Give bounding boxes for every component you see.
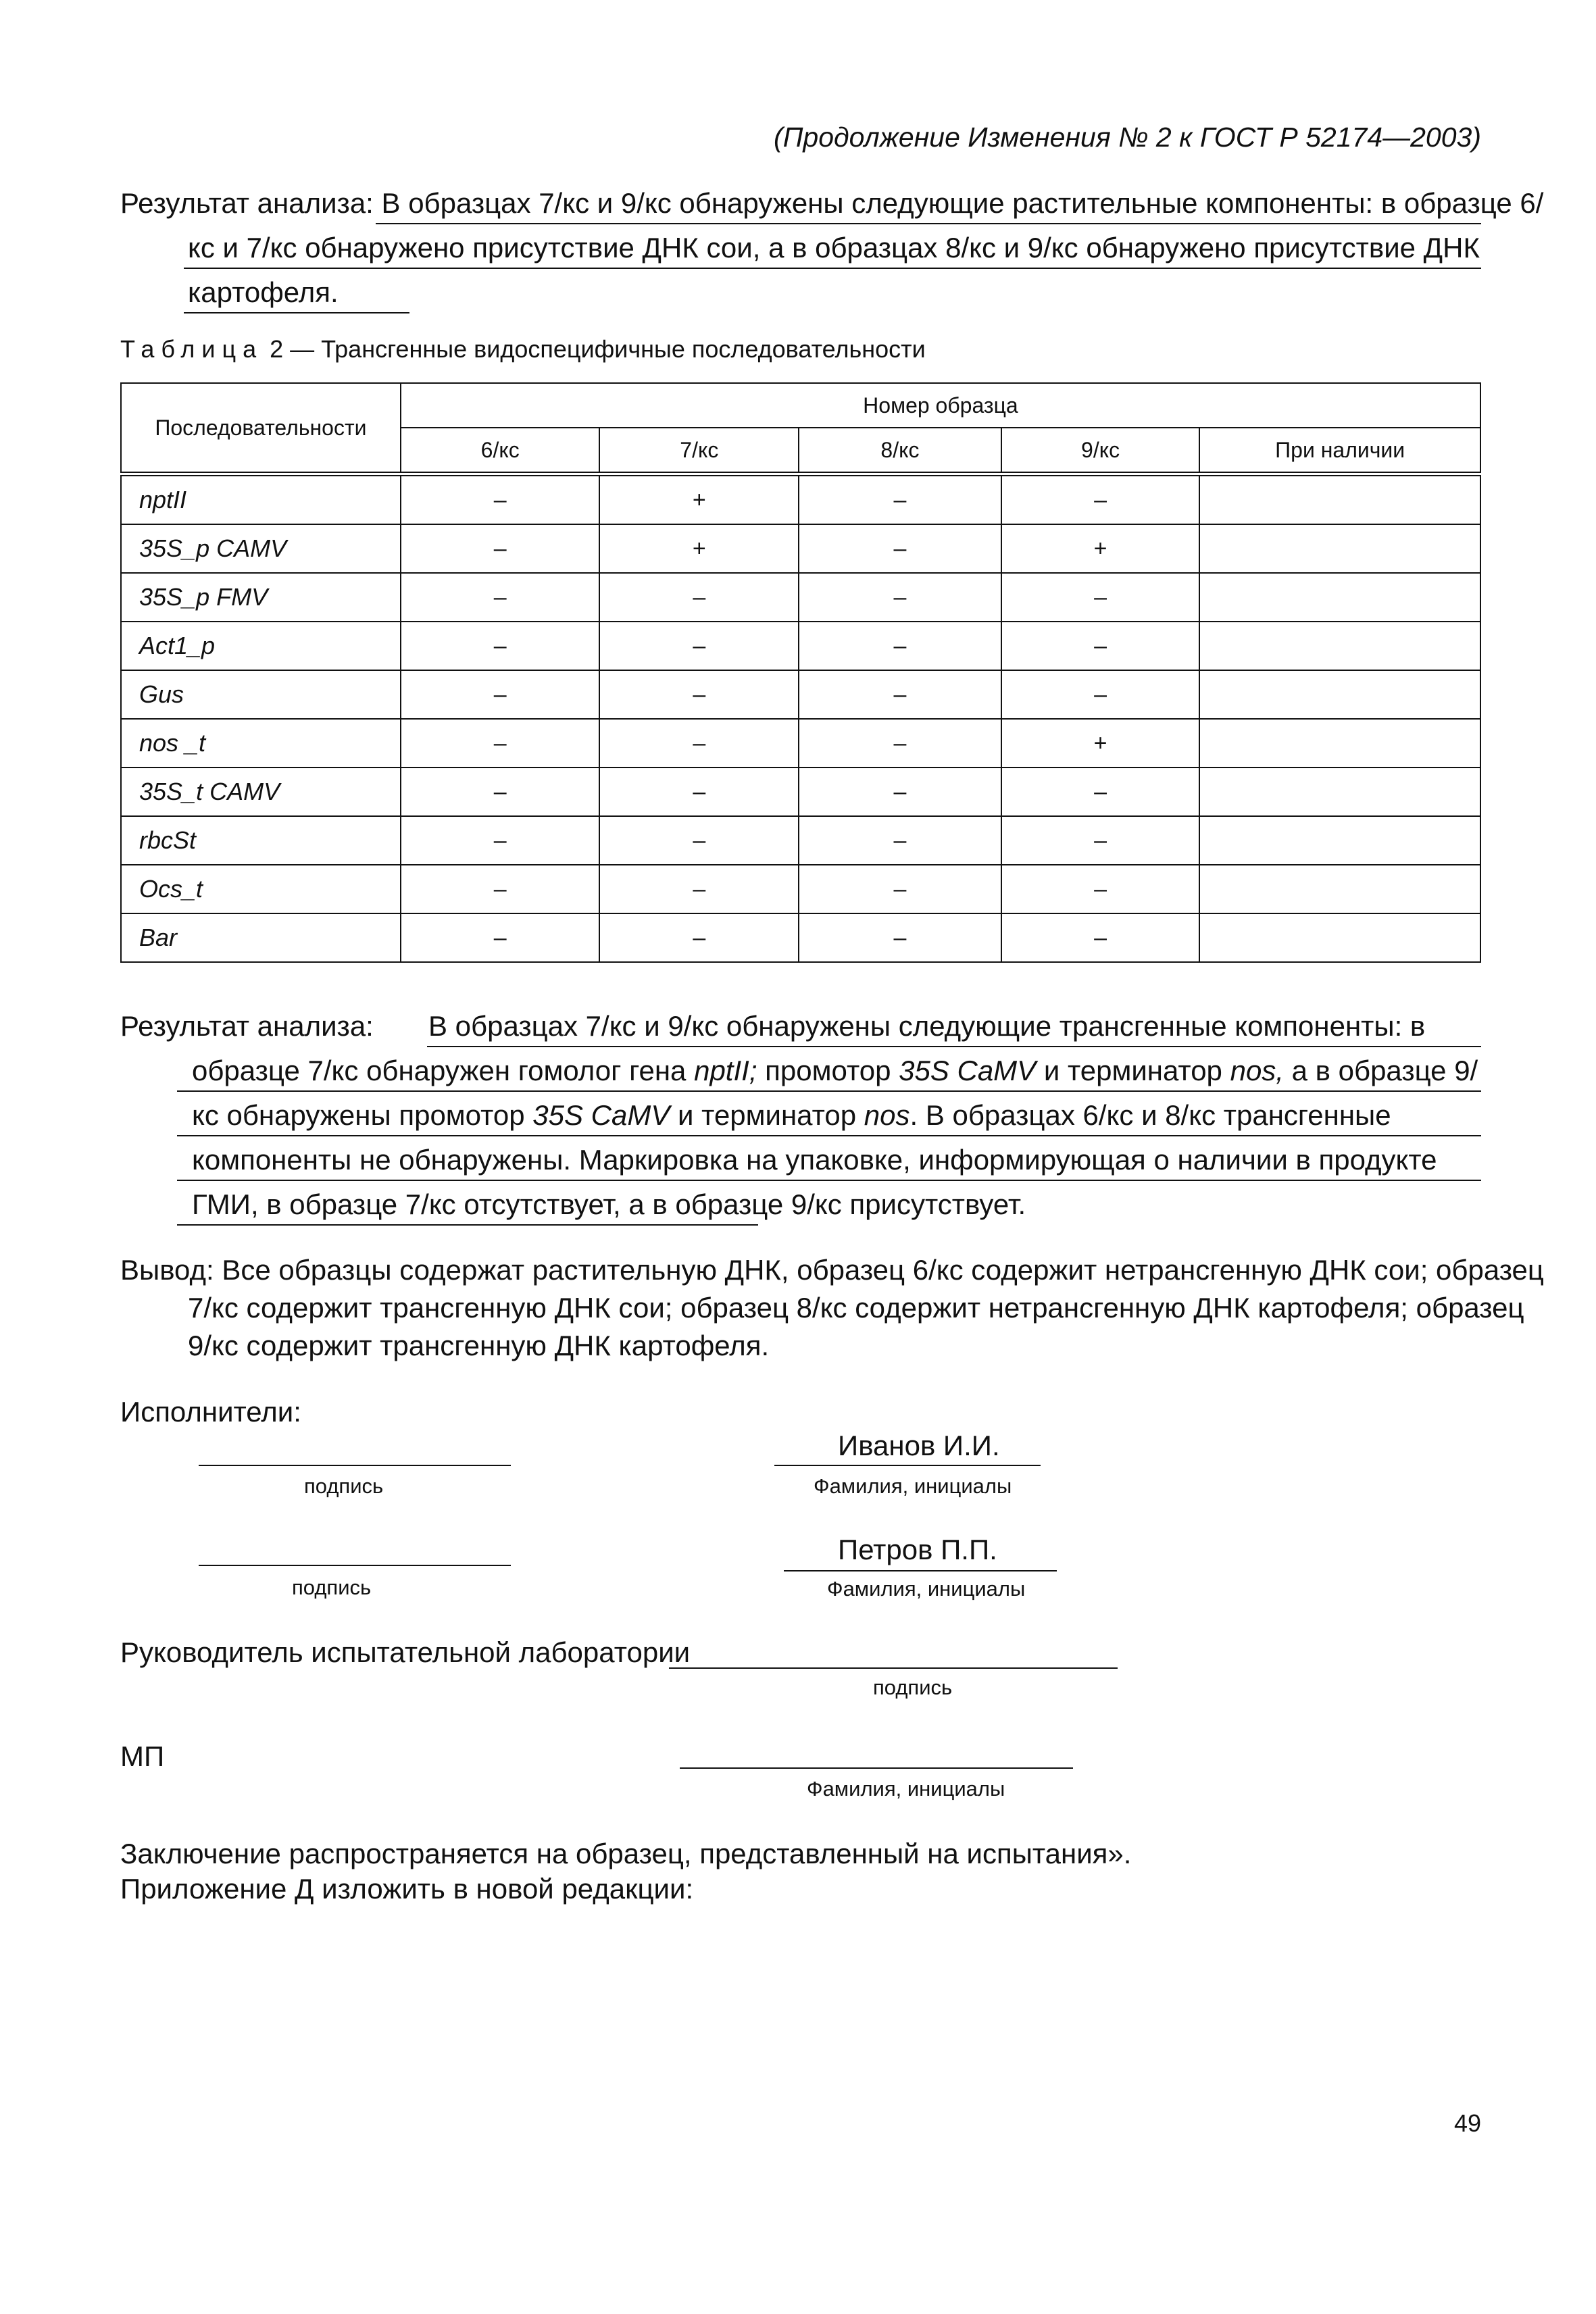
executor2-name: Петров П.П. <box>838 1534 997 1565</box>
sequence-name: 35S_p CAMV <box>121 524 401 573</box>
cell-8ks: – <box>799 816 1001 865</box>
cell-9ks: – <box>1001 670 1200 719</box>
cell-9ks: + <box>1001 719 1200 768</box>
cell-presence <box>1199 524 1480 573</box>
result2-paragraph <box>120 1004 1481 1227</box>
cell-8ks: – <box>799 865 1001 913</box>
result2-underline-2 <box>177 1090 1481 1092</box>
head-signature-line[interactable] <box>669 1667 1118 1669</box>
result2-text-6: . В образцах 6/кс и 8/кс трансгенные компоненты не обнаружены. Маркировка на упаковке, информирующая о наличии в продукте ГМИ, в образце 7/кс отсутствует, а в образце 9/кс присутствует. <box>192 1099 1437 1220</box>
result1-underline-3 <box>184 312 409 313</box>
cell-9ks: – <box>1001 474 1200 525</box>
promoter-35S-CaMV-1: 35S CaMV <box>899 1055 1037 1086</box>
head-of-lab-label: Руководитель испытательной лаборатории <box>120 1636 691 1668</box>
cell-presence <box>1199 719 1480 768</box>
cell-7ks: – <box>599 816 799 865</box>
cell-9ks: – <box>1001 865 1200 913</box>
footer-line-1: Заключение распространяется на образец, представленный на испытания». <box>120 1838 1132 1869</box>
footer-line-2: Приложение Д изложить в новой редакции: <box>120 1873 694 1905</box>
result2-text-2: промотор <box>757 1055 899 1086</box>
sequences-table <box>120 382 1481 963</box>
result2-underline-1 <box>427 1046 1481 1047</box>
executors-label: Исполнители: <box>120 1396 301 1428</box>
result2-text-3: и терминатор <box>1036 1055 1230 1086</box>
table-row <box>121 524 1480 573</box>
col-header-6ks: 6/кс <box>401 428 600 474</box>
sequence-name: 35S_t CAMV <box>121 768 401 816</box>
table-row <box>121 622 1480 670</box>
cell-6ks: – <box>401 622 600 670</box>
cell-9ks: – <box>1001 622 1200 670</box>
cell-9ks: – <box>1001 816 1200 865</box>
executor2-name-caption: Фамилия, инициалы <box>827 1577 1026 1601</box>
head-name-caption: Фамилия, инициалы <box>807 1777 1005 1801</box>
cell-presence <box>1199 768 1480 816</box>
table-row <box>121 913 1480 962</box>
executor1-name: Иванов И.И. <box>838 1430 1000 1461</box>
cell-presence <box>1199 816 1480 865</box>
result2-underline-3 <box>177 1135 1481 1136</box>
cell-6ks: – <box>401 524 600 573</box>
cell-8ks: – <box>799 622 1001 670</box>
cell-9ks: – <box>1001 913 1200 962</box>
executor1-signature-line[interactable] <box>199 1465 511 1466</box>
cell-6ks: – <box>401 573 600 622</box>
result1-underline-2 <box>184 268 1481 269</box>
executor1-name-line <box>774 1465 1041 1466</box>
cell-8ks: – <box>799 524 1001 573</box>
col-header-sample-number: Номер образца <box>401 383 1480 428</box>
sequence-name: 35S_p FMV <box>121 573 401 622</box>
result1-text: В образцах 7/кс и 9/кс обнаружены следующие растительные компоненты: в образце 6/кс и 7/кс обнаружено присутствие ДНК сои, а в образцах 8/кс и 9/кс обнаружено присутствие ДНК картофеля. <box>188 187 1544 308</box>
cell-8ks: – <box>799 913 1001 962</box>
cell-7ks: – <box>599 768 799 816</box>
promoter-35S-CaMV-2: 35S CaMV <box>532 1099 670 1131</box>
table-caption <box>120 335 926 363</box>
cell-6ks: – <box>401 670 600 719</box>
sequence-name: Act1_p <box>121 622 401 670</box>
col-header-8ks: 8/кс <box>799 428 1001 474</box>
sequence-name: Bar <box>121 913 401 962</box>
table-row <box>121 474 1480 525</box>
cell-7ks: – <box>599 622 799 670</box>
col-header-presence: При наличии <box>1199 428 1480 474</box>
table-row <box>121 816 1480 865</box>
cell-6ks: – <box>401 474 600 525</box>
cell-9ks: – <box>1001 768 1200 816</box>
gene-nptII: nptII; <box>694 1055 757 1086</box>
cell-7ks: – <box>599 865 799 913</box>
table-caption-prefix: Таблица <box>120 335 264 363</box>
result2-underline-4 <box>177 1180 1481 1181</box>
executor2-name-line <box>784 1570 1057 1571</box>
head-name-line[interactable] <box>680 1767 1073 1769</box>
table-caption-text: 2 — Трансгенные видоспецифичные последовательности <box>263 335 926 363</box>
cell-presence <box>1199 913 1480 962</box>
table-row <box>121 865 1480 913</box>
cell-6ks: – <box>401 768 600 816</box>
cell-8ks: – <box>799 670 1001 719</box>
result1-paragraph <box>120 181 1549 315</box>
sequence-name: rbcSt <box>121 816 401 865</box>
cell-6ks: – <box>401 719 600 768</box>
cell-6ks: – <box>401 865 600 913</box>
stamp-place-label: МП <box>120 1740 165 1772</box>
cell-7ks: + <box>599 524 799 573</box>
cell-presence <box>1199 670 1480 719</box>
result2-text-5: и терминатор <box>670 1099 864 1131</box>
sequence-name: Ocs_t <box>121 865 401 913</box>
result2-text-1: В образцах 7/кс и 9/кс обнаружены следующие трансгенные компоненты: в образце 7/кс обнаружен гомолог гена <box>192 1010 1426 1086</box>
cell-presence <box>1199 622 1480 670</box>
sequence-name: nptII <box>121 474 401 525</box>
table-row <box>121 573 1480 622</box>
cell-9ks: – <box>1001 573 1200 622</box>
conclusion-paragraph: Вывод: Все образцы содержат растительную ДНК, образец 6/кс содержит нетрансгенную ДНК сои; образец 7/кс содержит трансгенную ДНК сои; образец 8/кс содержит нетрансгенную ДНК картофеля; образец 9/кс содержит трансгенную ДНК картофеля. <box>120 1254 1544 1361</box>
cell-7ks: + <box>599 474 799 525</box>
result2-text-4: а в образце 9/кс обнаружены промотор <box>192 1055 1478 1131</box>
cell-6ks: – <box>401 816 600 865</box>
cell-8ks: – <box>799 474 1001 525</box>
col-header-9ks: 9/кс <box>1001 428 1200 474</box>
cell-presence <box>1199 573 1480 622</box>
col-header-7ks: 7/кс <box>599 428 799 474</box>
cell-7ks: – <box>599 913 799 962</box>
cell-presence <box>1199 474 1480 525</box>
table-row <box>121 670 1480 719</box>
cell-7ks: – <box>599 573 799 622</box>
cell-8ks: – <box>799 573 1001 622</box>
table-row <box>121 719 1480 768</box>
cell-9ks: + <box>1001 524 1200 573</box>
cell-7ks: – <box>599 670 799 719</box>
col-header-sequences: Последовательности <box>121 383 401 474</box>
cell-8ks: – <box>799 719 1001 768</box>
head-signature-caption: подпись <box>873 1676 953 1699</box>
executor2-signature-caption: подпись <box>292 1576 372 1599</box>
result1-label: Результат анализа: <box>120 187 382 219</box>
executor1-name-caption: Фамилия, инициалы <box>814 1474 1012 1498</box>
executor1-signature-caption: подпись <box>304 1474 384 1498</box>
cell-presence <box>1199 865 1480 913</box>
result2-underline-5 <box>177 1224 758 1226</box>
document-header: (Продолжение Изменения № 2 к ГОСТ Р 52174—2003) <box>774 122 1481 153</box>
cell-7ks: – <box>599 719 799 768</box>
cell-6ks: – <box>401 913 600 962</box>
page-number: 49 <box>1453 2109 1481 2137</box>
result2-label: Результат анализа: <box>120 1010 374 1042</box>
terminator-nos-1: nos, <box>1230 1055 1284 1086</box>
terminator-nos-2: nos <box>864 1099 910 1131</box>
sequence-name: nos _t <box>121 719 401 768</box>
sequence-name: Gus <box>121 670 401 719</box>
cell-8ks: – <box>799 768 1001 816</box>
executor2-signature-line[interactable] <box>199 1565 511 1566</box>
result1-underline-1 <box>376 223 1481 224</box>
table-row <box>121 768 1480 816</box>
